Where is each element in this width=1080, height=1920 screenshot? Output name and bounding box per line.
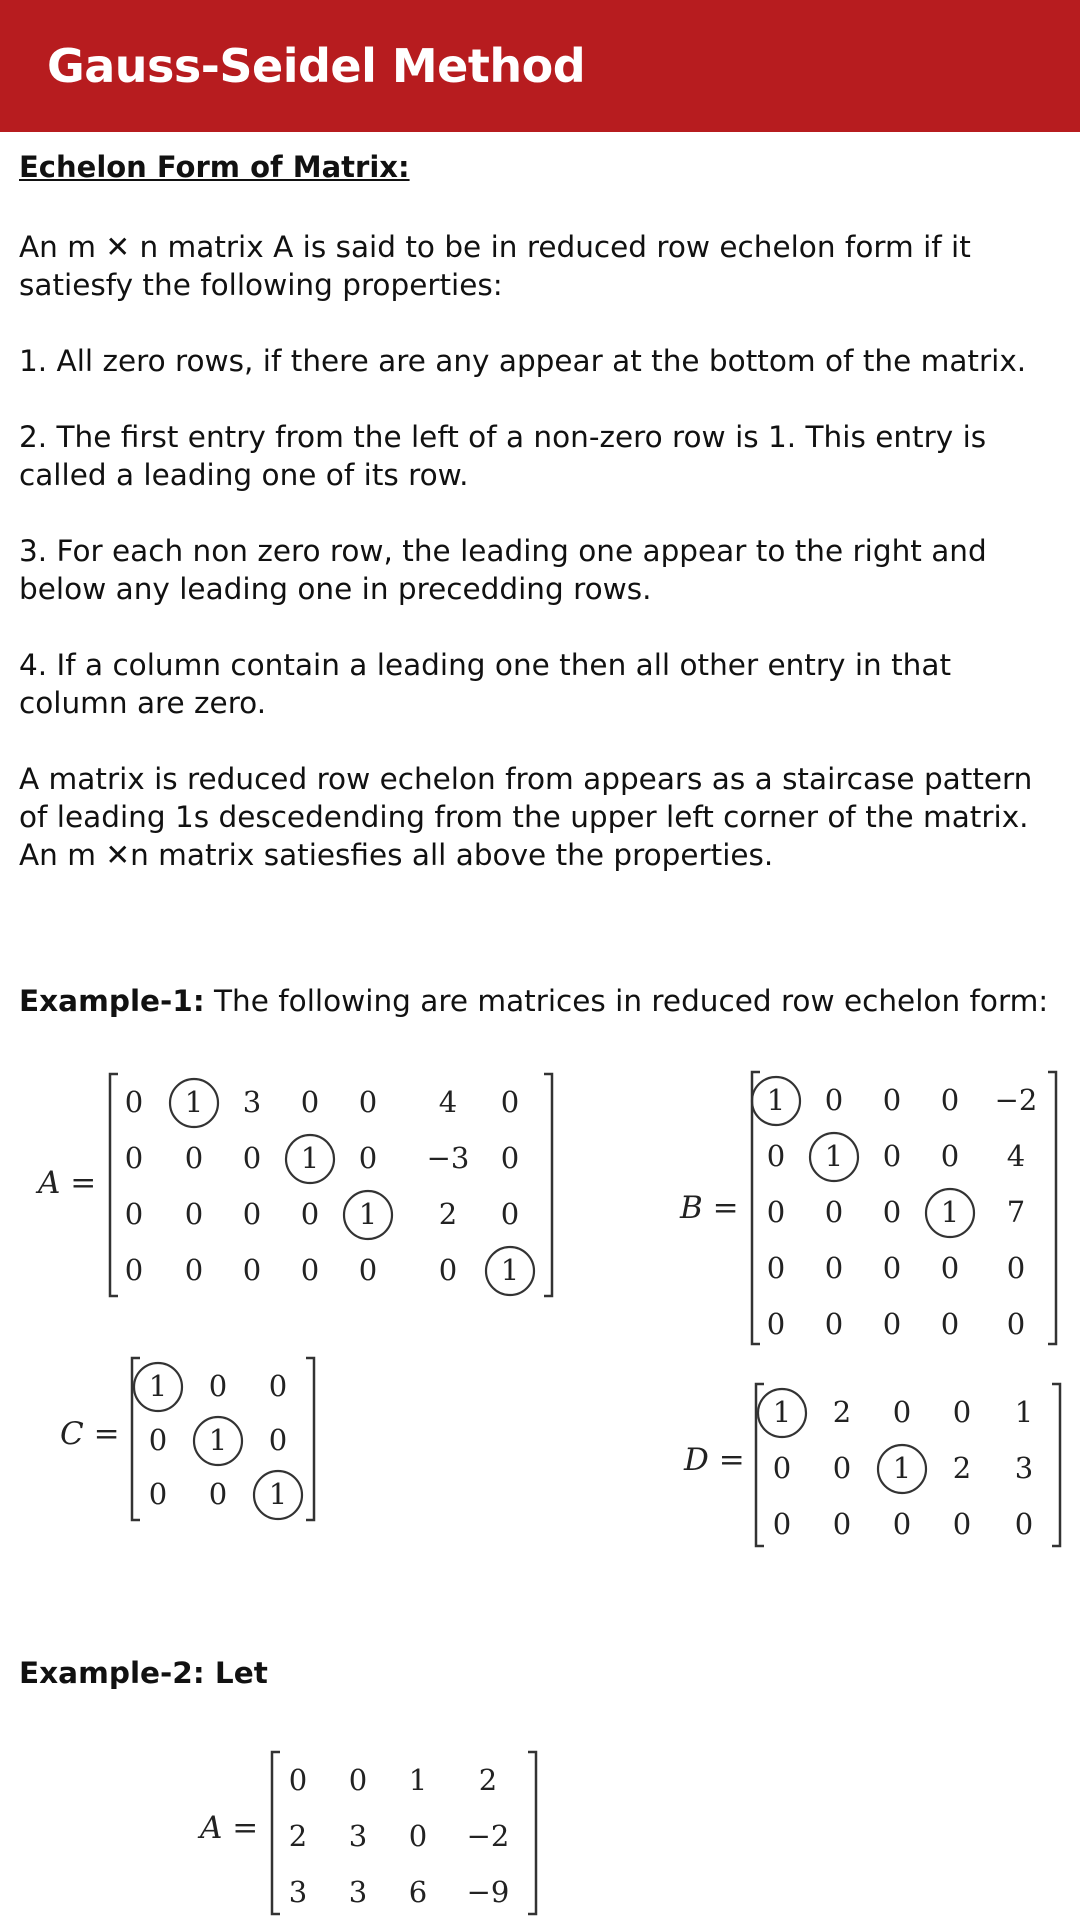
matrix-b-entry: 0 xyxy=(940,1139,960,1173)
example-1-line xyxy=(19,982,1048,1020)
matrix-d-entry: 1 xyxy=(772,1395,792,1429)
matrix-a-grid xyxy=(106,1070,556,1300)
matrix-a xyxy=(38,1070,558,1300)
matrix-a-entry: −3 xyxy=(426,1141,470,1175)
app-title: Gauss-Seidel Method xyxy=(47,39,586,93)
matrix-a-entry: 0 xyxy=(300,1253,320,1287)
intro-paragraph: An m ✕ n matrix A is said to be in reduced row echelon form if it satiesfy the following properties: xyxy=(19,230,971,302)
matrix-c-left-bracket xyxy=(132,1358,140,1520)
matrix-d-entry: 0 xyxy=(892,1507,912,1541)
matrix-d-entry: 0 xyxy=(952,1395,972,1429)
matrix-ex2-grid xyxy=(268,1748,540,1918)
matrix-b-entry: 1 xyxy=(824,1139,844,1173)
matrix-ex2-entry: 0 xyxy=(288,1763,308,1797)
matrix-c-entry: 1 xyxy=(148,1369,168,1403)
matrix-b-entry: −2 xyxy=(994,1083,1038,1117)
matrix-c-entry: 1 xyxy=(208,1423,228,1457)
matrix-ex2-label: A = xyxy=(200,1810,259,1846)
matrix-ex2-entry: 2 xyxy=(478,1763,498,1797)
matrix-a-entry: 0 xyxy=(242,1197,262,1231)
matrix-b-entry: 0 xyxy=(824,1307,844,1341)
matrix-a-entry: 0 xyxy=(500,1085,520,1119)
matrix-a-entry: 3 xyxy=(242,1085,262,1119)
matrix-b-entry: 4 xyxy=(1006,1139,1026,1173)
matrix-ex2-entry: 6 xyxy=(408,1875,428,1909)
matrix-ex2-entry: 3 xyxy=(288,1875,308,1909)
matrix-a-entry: 1 xyxy=(184,1085,204,1119)
matrix-a-entry: 0 xyxy=(358,1253,378,1287)
matrix-ex2-entry: 2 xyxy=(288,1819,308,1853)
matrix-a-entry: 2 xyxy=(438,1197,458,1231)
matrix-d-entry: 0 xyxy=(832,1507,852,1541)
matrix-c xyxy=(60,1354,320,1524)
matrix-b-entry: 1 xyxy=(940,1195,960,1229)
property-3: 3. For each non zero row, the leading one appear to the right and below any leading one in precedding rows. xyxy=(19,534,987,606)
matrix-b-entry: 0 xyxy=(882,1307,902,1341)
matrix-a-entry: 0 xyxy=(500,1141,520,1175)
matrix-a-entry: 0 xyxy=(124,1141,144,1175)
matrix-c-entry: 1 xyxy=(268,1477,288,1511)
matrix-b xyxy=(680,1068,1060,1348)
matrix-d-entry: 0 xyxy=(772,1451,792,1485)
matrix-b-entry: 0 xyxy=(882,1251,902,1285)
matrix-b-entry: 1 xyxy=(766,1083,786,1117)
matrix-a-entry: 0 xyxy=(124,1253,144,1287)
matrix-a-entry: 1 xyxy=(358,1197,378,1231)
matrix-b-entry: 0 xyxy=(1006,1307,1026,1341)
matrix-a-entry: 1 xyxy=(300,1141,320,1175)
matrix-a-entry: 0 xyxy=(438,1253,458,1287)
matrix-b-entry: 0 xyxy=(766,1307,786,1341)
matrix-ex2-entry: 0 xyxy=(408,1819,428,1853)
matrix-a-entry: 0 xyxy=(300,1085,320,1119)
matrix-ex2 xyxy=(200,1748,540,1918)
matrix-d-right-bracket xyxy=(1052,1384,1060,1546)
matrix-ex2-entry: 1 xyxy=(408,1763,428,1797)
matrix-b-right-bracket xyxy=(1048,1072,1056,1344)
matrix-a-entry: 0 xyxy=(300,1197,320,1231)
matrix-d-entry: 0 xyxy=(772,1507,792,1541)
matrix-c-entry: 0 xyxy=(268,1369,288,1403)
summary-paragraph: A matrix is reduced row echelon from appears as a staircase pattern of leading 1s descedending from the upper left corner of the matrix. An m ✕n matrix satiesfies all above the properties. xyxy=(19,762,1033,872)
matrix-d-left-bracket xyxy=(756,1384,764,1546)
matrix-a-entry: 0 xyxy=(358,1141,378,1175)
matrix-b-entry: 0 xyxy=(882,1139,902,1173)
example-1-text: The following are matrices in reduced row echelon form: xyxy=(204,984,1049,1018)
matrix-d-entry: 2 xyxy=(952,1451,972,1485)
property-4: 4. If a column contain a leading one then all other entry in that column are zero. xyxy=(19,648,952,720)
matrix-d-label: D = xyxy=(684,1442,745,1478)
matrix-a-entry: 1 xyxy=(500,1253,520,1287)
property-2: 2. The first entry from the left of a non-zero row is 1. This entry is called a leading one of its row. xyxy=(19,420,987,492)
matrix-a-entry: 0 xyxy=(124,1085,144,1119)
matrix-d-entry: 1 xyxy=(1014,1395,1034,1429)
matrix-a-entry: 0 xyxy=(242,1141,262,1175)
matrix-d-entry: 1 xyxy=(892,1451,912,1485)
matrix-b-entry: 0 xyxy=(824,1195,844,1229)
matrix-b-entry: 0 xyxy=(824,1083,844,1117)
matrix-b-entry: 0 xyxy=(940,1307,960,1341)
matrix-b-entry: 0 xyxy=(766,1251,786,1285)
section-heading: Echelon Form of Matrix: xyxy=(19,150,410,184)
matrix-a-entry: 0 xyxy=(500,1197,520,1231)
matrix-d xyxy=(684,1380,1064,1550)
matrix-d-entry: 0 xyxy=(892,1395,912,1429)
matrix-c-entry: 0 xyxy=(268,1423,288,1457)
matrix-b-entry: 7 xyxy=(1006,1195,1026,1229)
matrix-c-entry: 0 xyxy=(208,1477,228,1511)
matrix-d-entry: 2 xyxy=(832,1395,852,1429)
example-2-label: Example-2: Let xyxy=(19,1656,268,1690)
matrix-c-grid xyxy=(128,1354,318,1524)
matrix-a-entry: 0 xyxy=(184,1197,204,1231)
matrix-b-entry: 0 xyxy=(1006,1251,1026,1285)
matrix-ex2-entry: 3 xyxy=(348,1819,368,1853)
matrix-b-entry: 0 xyxy=(882,1083,902,1117)
matrix-c-entry: 0 xyxy=(208,1369,228,1403)
matrix-b-entry: 0 xyxy=(940,1083,960,1117)
matrix-a-left-bracket xyxy=(110,1074,118,1296)
matrix-d-entry: 0 xyxy=(1014,1507,1034,1541)
app-bar xyxy=(0,0,1080,132)
matrix-b-entry: 0 xyxy=(940,1251,960,1285)
matrix-c-label: C = xyxy=(60,1416,120,1452)
matrix-ex2-entry: −9 xyxy=(466,1875,510,1909)
matrix-a-entry: 4 xyxy=(438,1085,458,1119)
matrix-c-entry: 0 xyxy=(148,1477,168,1511)
matrix-d-entry: 3 xyxy=(1014,1451,1034,1485)
matrix-ex2-entry: 3 xyxy=(348,1875,368,1909)
matrix-ex2-left-bracket xyxy=(272,1752,280,1914)
matrix-d-entry: 0 xyxy=(952,1507,972,1541)
matrix-a-right-bracket xyxy=(544,1074,552,1296)
matrix-c-right-bracket xyxy=(306,1358,314,1520)
matrix-a-entry: 0 xyxy=(242,1253,262,1287)
example-2-line xyxy=(19,1654,268,1692)
matrix-a-label: A = xyxy=(38,1165,97,1201)
matrix-b-label: B = xyxy=(680,1190,739,1226)
matrix-ex2-entry: 0 xyxy=(348,1763,368,1797)
matrix-b-entry: 0 xyxy=(882,1195,902,1229)
matrix-b-entry: 0 xyxy=(766,1195,786,1229)
property-1: 1. All zero rows, if there are any appear at the bottom of the matrix. xyxy=(19,344,1027,378)
matrix-a-entry: 0 xyxy=(358,1085,378,1119)
matrix-ex2-entry: −2 xyxy=(466,1819,510,1853)
matrix-a-entry: 0 xyxy=(124,1197,144,1231)
matrix-a-entry: 0 xyxy=(184,1141,204,1175)
matrix-d-entry: 0 xyxy=(832,1451,852,1485)
matrix-c-entry: 0 xyxy=(148,1423,168,1457)
matrix-d-grid xyxy=(752,1380,1064,1550)
matrix-ex2-right-bracket xyxy=(528,1752,536,1914)
matrix-b-entry: 0 xyxy=(824,1251,844,1285)
example-1-label: Example-1: xyxy=(19,984,205,1018)
matrix-b-grid xyxy=(748,1068,1060,1348)
matrix-b-entry: 0 xyxy=(766,1139,786,1173)
matrix-a-entry: 0 xyxy=(184,1253,204,1287)
